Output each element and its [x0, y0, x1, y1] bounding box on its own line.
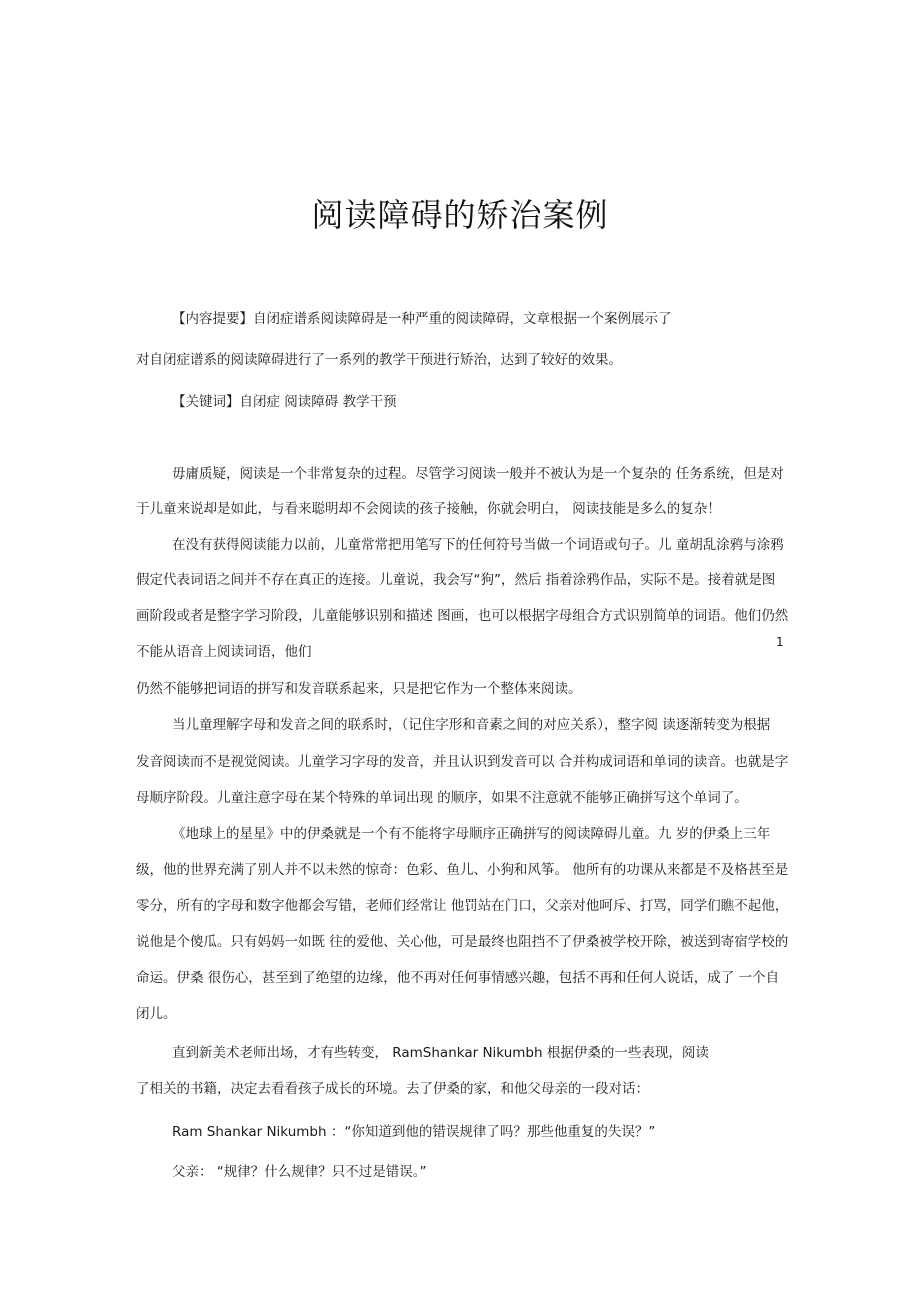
page-number: 1	[776, 635, 784, 649]
body-line: 于儿童来说却是如此，与看来聪明却不会阅读的孩子接触，你就会明白， 阅读技能是多么的复杂！	[136, 501, 721, 517]
body-line: 母顺序阶段。儿童注意字母在某个特殊的单词出现 的顺序，如果不注意就不能够正确拼写这个单词了。	[136, 790, 748, 806]
body-line: 零分，所有的字母和数字他都会写错，老师们经常让 他罚站在门口，父亲对他呵斥、打骂，同学们瞧不起他，	[136, 898, 789, 914]
body-line: 闭儿。	[136, 1006, 177, 1022]
body-line: 不能从语音上阅读词语，他们	[136, 644, 312, 660]
body-line: 画阶段或者是整字学习阶段，儿童能够识别和描述 图画，也可以根据字母组合方式识别简单的词语。他们仍然	[136, 608, 789, 624]
body-line: 假定代表词语之间并不存在真正的连接。儿童说，我会写“狗”，然后 指着涂鸦作品，实际不是。接着就是图	[136, 572, 776, 588]
body-line: 级，他的世界充满了别人并不以未然的惊奇：色彩、鱼儿、小狗和风筝。 他所有的功课从来都是不及格甚至是	[136, 862, 789, 878]
body-line: 命运。伊桑 很伤心，甚至到了绝望的边缘，他不再对任何事情感兴趣，包括不再和任何人说话，成了 一个自	[136, 970, 780, 986]
dialogue-line: Ram Shankar Nikumbh ：“你知道到他的错误规律了吗？那些他重复的失误？”	[172, 1124, 656, 1140]
abstract-line: 对自闭症谱系的阅读障碍进行了一系列的教学干预进行矫治，达到了较好的效果。	[136, 352, 622, 368]
body-line: 了相关的书籍，决定去看看孩子成长的环境。去了伊桑的家，和他父母亲的一段对话：	[136, 1081, 649, 1097]
body-line: 《地球上的星星》中的伊桑就是一个有不能将字母顺序正确拼写的阅读障碍儿童。九 岁的伊桑上三年	[172, 826, 771, 842]
page-title: 阅读障碍的矫治案例	[311, 196, 609, 234]
keywords: 【关键词】自闭症 阅读障碍 教学干预	[172, 394, 397, 410]
body-line: 发音阅读而不是视觉阅读。儿童学习字母的发音，并且认识到发音可以 合并构成词语和单词的读音。也就是字	[136, 754, 789, 770]
body-line: 直到新美术老师出场，才有些转变， RamShankar Nikumbh 根据伊桑的一些表现，阅读	[172, 1045, 709, 1061]
body-line: 说他是个傻瓜。只有妈妈一如既 往的爱他、关心他，可是最终也阻挡不了伊桑被学校开除，被送到寄宿学校的	[136, 934, 789, 950]
body-line: 毋庸质疑，阅读是一个非常复杂的过程。尽管学习阅读一般并不被认为是一个复杂的 任务系统，但是对	[172, 466, 784, 482]
abstract-line: 【内容提要】自闭症谱系阅读障碍是一种严重的阅读障碍，文章根据一个案例展示了	[172, 311, 672, 327]
body-line: 在没有获得阅读能力以前，儿童常常把用笔写下的任何符号当做一个词语或句子。儿 童胡乱涂鸦与涂鸦	[172, 537, 784, 553]
body-line: 仍然不能够把词语的拼写和发音联系起来，只是把它作为一个整体来阅读。	[136, 681, 582, 697]
dialogue-line: 父亲： “规律？什么规律？只不过是错误。”	[172, 1164, 427, 1180]
body-line: 当儿童理解字母和发音之间的联系时，（记住字形和音素之间的对应关系），整字阅 读逐渐转变为根据	[172, 717, 771, 733]
